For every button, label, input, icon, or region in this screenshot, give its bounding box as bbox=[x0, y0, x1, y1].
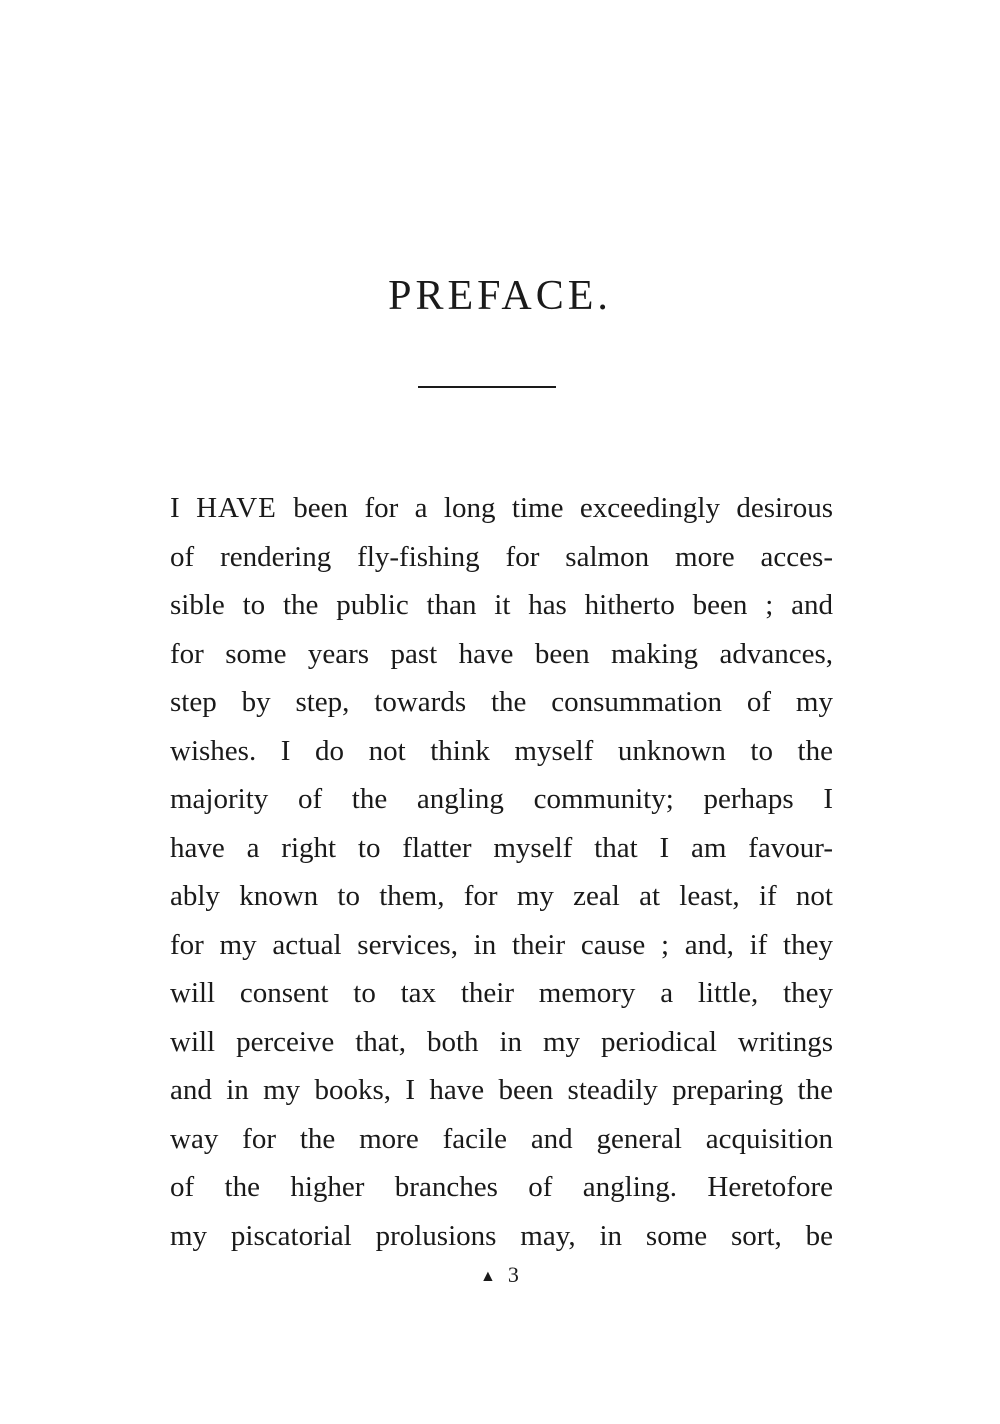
signature-number: 3 bbox=[507, 1262, 521, 1287]
text-line: ably known to them, for my zeal at least, if not bbox=[170, 880, 833, 912]
text-line: of rendering fly-fishing for salmon more acces- bbox=[170, 540, 833, 573]
text-line: of the higher branches of angling. Heretofore bbox=[170, 1171, 833, 1203]
text-line: way for the more facile and general acquisition bbox=[170, 1122, 833, 1155]
text-line: sible to the public than it has hitherto been ; and bbox=[170, 589, 833, 621]
title-divider bbox=[418, 386, 556, 388]
text-line bbox=[170, 484, 833, 533]
text-line: will perceive that, both in my periodical writings bbox=[170, 1025, 833, 1058]
preface-body bbox=[170, 484, 833, 1260]
signature-triangle-icon: ▲ bbox=[480, 1268, 498, 1285]
text-line: will consent to tax their memory a little, they bbox=[170, 977, 833, 1009]
initial-word: I bbox=[170, 492, 180, 524]
text-line: step by step, towards the consummation of my bbox=[170, 686, 833, 718]
text-line: for my actual services, in their cause ; and, if they bbox=[170, 928, 833, 961]
text-line: for some years past have been making advances, bbox=[170, 637, 833, 670]
text-line: majority of the angling community; perhaps I bbox=[170, 783, 833, 815]
text-line: and in my books, I have been steadily preparing the bbox=[170, 1074, 833, 1106]
text-line: wishes. I do not think myself unknown to the bbox=[170, 734, 833, 767]
opening-rest: been for a long time exceedingly desirous bbox=[293, 492, 833, 524]
text-line: have a right to flatter myself that I am favour- bbox=[170, 831, 833, 864]
signature-mark bbox=[480, 1262, 521, 1288]
page-title: PREFACE. bbox=[388, 273, 612, 319]
text-line: my piscatorial prolusions may, in some sort, be bbox=[170, 1219, 833, 1252]
smallcaps-word: HAVE bbox=[196, 492, 277, 524]
